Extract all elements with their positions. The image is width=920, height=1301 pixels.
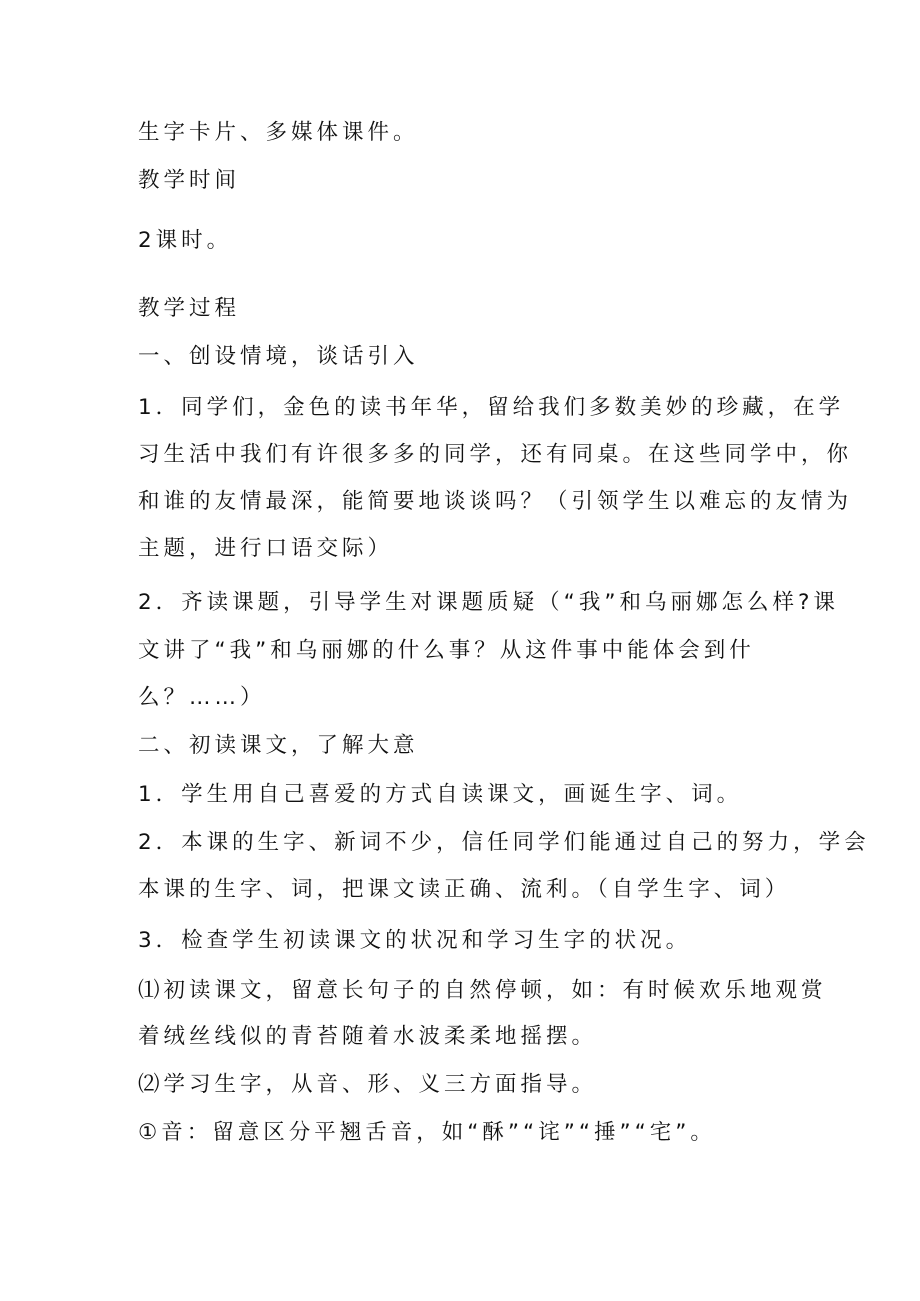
paragraph-line: 1．同学们，金色的读书年华，留给我们多数美妙的珍藏，在学	[138, 395, 845, 420]
teaching-time-heading: 教学时间	[138, 168, 241, 193]
paragraph-line: 主题，进行口语交际）	[138, 536, 394, 561]
paragraph-line: 着绒丝线似的青苔随着水波柔柔地摇摆。	[138, 1024, 598, 1049]
paragraph-line: 2．本课的生字、新词不少，信任同学们能通过自己的努力，学会	[138, 830, 870, 855]
paragraph-line: 本课的生字、词，把课文读正确、流利。（自学生字、词）	[138, 877, 791, 902]
paragraph-line: 2．齐读课题，引导学生对课题质疑（“我”和乌丽娜怎么样?课	[138, 590, 839, 615]
paragraph-line: 1．学生用自己喜爱的方式自读课文，画诞生字、词。	[138, 782, 743, 807]
paragraph-line: 么？……）	[138, 685, 266, 710]
paragraph-line: ⑵学习生字，从音、形、义三方面指导。	[138, 1072, 598, 1097]
paragraph-line: 3．检查学生初读课文的状况和学习生字的状况。	[138, 928, 692, 953]
paragraph-line: ①音：留意区分平翘舌音，如“酥”“诧”“捶”“宅”。	[138, 1120, 716, 1145]
section-1-heading: 一、创设情境，谈话引入	[138, 344, 419, 369]
section-2-heading: 二、初读课文，了解大意	[138, 733, 419, 758]
paragraph-line: ⑴初读课文，留意长句子的自然停顿，如：有时候欢乐地观赏	[138, 978, 827, 1003]
paragraph-line: 文讲了“我”和乌丽娜的什么事？从这件事中能体会到什	[138, 638, 755, 663]
paragraph-line: 习生活中我们有许很多多的同学，还有同桌。在这些同学中，你	[138, 442, 853, 467]
paragraph-line: 和谁的友情最深，能简要地谈谈吗？（引领学生以难忘的友情为	[138, 489, 853, 514]
teaching-process-heading: 教学过程	[138, 296, 241, 321]
materials-line: 生字卡片、多媒体课件。	[138, 120, 419, 145]
teaching-time-value: 2课时。	[138, 228, 233, 253]
